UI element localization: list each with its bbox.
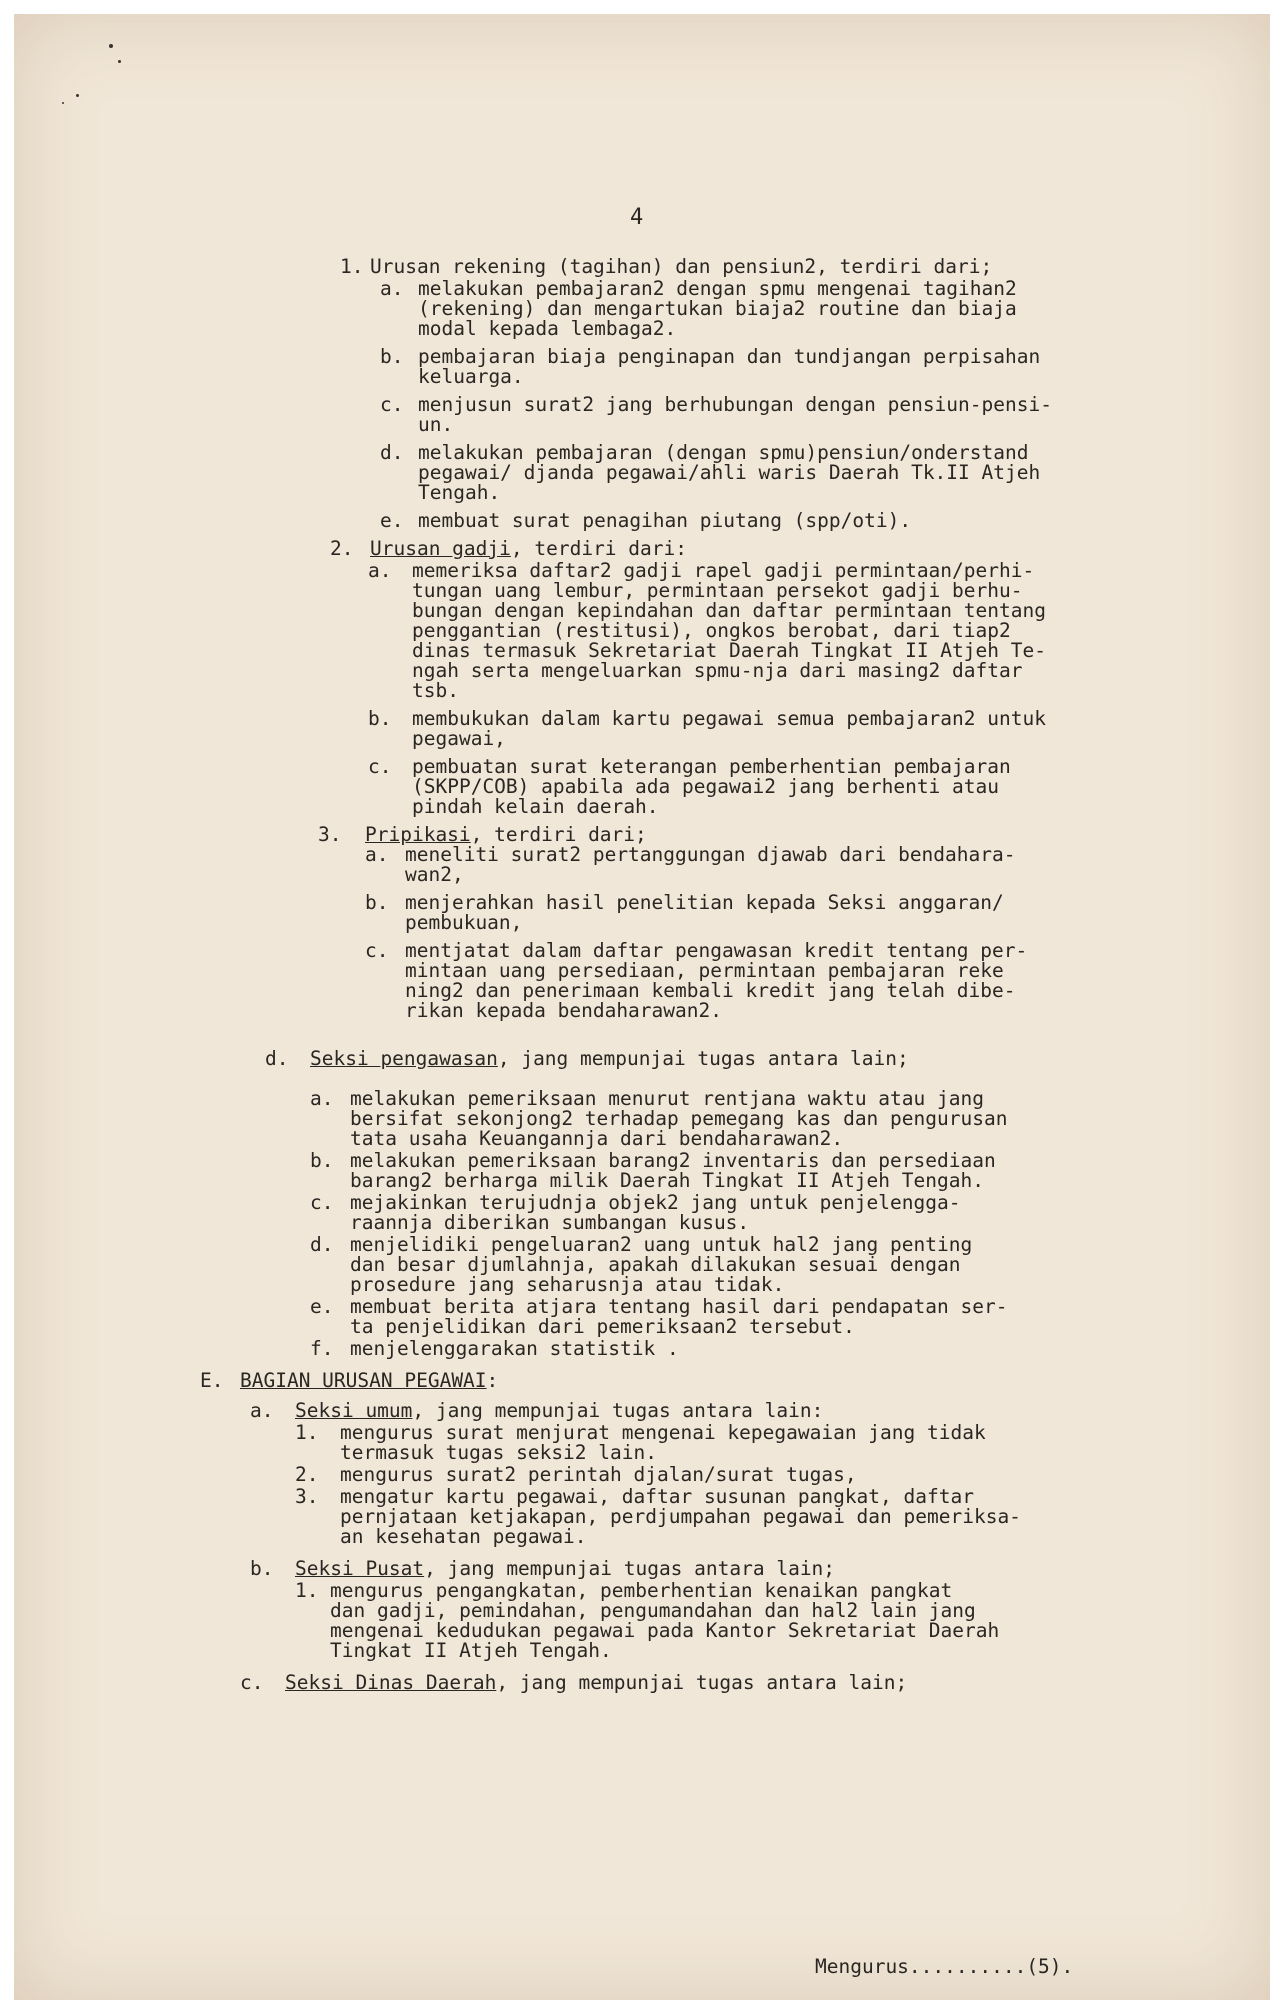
body-line [412,579,1023,602]
line-text: melakukan pembajaran (dengan spmu)pensiun/onderstand [418,441,1029,464]
body-line [350,1149,996,1172]
body-line [350,1337,679,1360]
body-line [412,707,1046,730]
line-text: keluarga. [418,365,524,388]
line-text: membukukan dalam kartu pegawai semua pembajaran2 untuk [412,707,1046,730]
line-text: barang2 berharga milik Daerah Tingkat II Atjeh Tengah. [350,1169,984,1192]
line-text: wan2, [405,863,464,886]
section-heading: Seksi umum [295,1399,413,1422]
ink-speck [109,44,113,48]
ink-speck [62,102,64,104]
body-line [412,755,1011,778]
list-marker: 3. [295,1485,319,1508]
body-line [418,317,677,340]
body-line [418,481,501,504]
body-line [412,795,659,818]
section-heading: BAGIAN URUSAN PEGAWAI [240,1369,487,1392]
body-line [405,843,1016,866]
line-text: menjusun surat2 jang berhubungan dengan pensiun-pensi- [418,393,1052,416]
body-line [350,1127,844,1150]
line-text: ta penjelidikan dari pemeriksaan2 tersebut. [350,1315,855,1338]
body-line [340,1421,986,1444]
list-marker: 1. [295,1421,319,1444]
section-heading: Seksi pengawasan [310,1047,498,1070]
line-text: : [486,1369,499,1392]
list-marker: d. [380,441,404,464]
section-heading-line [295,1557,836,1580]
list-marker: 2. [295,1463,319,1486]
list-marker: f. [310,1337,334,1360]
line-text: modal kepada lembaga2. [418,317,677,340]
body-line [340,1485,974,1508]
list-marker: e. [380,509,404,532]
line-text: tsb. [412,679,459,702]
line-text: rikan kepada bendaharawan2. [405,999,722,1022]
list-marker: E. [200,1369,224,1392]
list-marker: 1. [295,1579,319,1602]
line-text: pegawai/ djanda pegawai/ahli waris Daerah Tk.II Atjeh [418,461,1041,484]
body-line [412,659,1023,682]
body-line [340,1525,587,1548]
line-text: ngah serta mengeluarkan spmu-nja dari masing2 daftar [412,659,1023,682]
line-text: penggantian (restitusi), ongkos berobat, dari tiap2 [412,619,1011,642]
body-line [405,959,1004,982]
body-line [405,891,1004,914]
body-line [340,1505,1021,1528]
line-text: melakukan pemeriksaan menurut rentjana waktu atau jang [350,1087,984,1110]
line-text: melakukan pemeriksaan barang2 inventaris dan persediaan [350,1149,996,1172]
line-text: menjelenggarakan statistik . [350,1337,679,1360]
body-line [412,727,506,750]
line-text: prosedure jang seharusnja atau tidak. [350,1273,785,1296]
list-marker: b. [365,891,389,914]
body-line [418,365,524,388]
body-line [350,1211,750,1234]
list-marker: a. [250,1399,274,1422]
line-text: bungan dengan kepindahan dan daftar permintaan tentang [412,599,1046,622]
body-line [350,1315,855,1338]
line-text: meneliti surat2 pertanggungan djawab dari bendahara- [405,843,1016,866]
body-line [350,1233,973,1256]
list-marker: b. [380,345,404,368]
line-text: pembukuan, [405,911,523,934]
section-heading: Pripikasi [365,823,471,846]
list-marker: e. [310,1295,334,1318]
line-text: (SKPP/COB) apabila ada pegawai2 jang berhenti atau [412,775,999,798]
line-text: mintaan uang persediaan, permintaan pembajaran reke [405,959,1004,982]
line-text: mengurus surat2 perintah djalan/surat tugas, [340,1463,857,1486]
line-text: (rekening) dan mengartukan biaja2 routine dan biaja [418,297,1017,320]
line-text: tungan uang lembur, permintaan persekot gadji berhu- [412,579,1023,602]
body-line [350,1295,1008,1318]
section-heading: Seksi Pusat [295,1557,425,1580]
line-text: memeriksa daftar2 gadji rapel gadji permintaan/perhi- [412,559,1035,582]
list-marker: 3. [318,823,342,846]
ink-speck [118,60,121,63]
body-line [350,1273,785,1296]
line-text: , jang mempunjai tugas antara lain; [424,1557,836,1580]
line-text: ning2 dan penerimaan kembali kredit jang telah dibe- [405,979,1016,1002]
body-line [350,1107,1008,1130]
page-number: 4 [630,205,644,230]
body-line [405,911,523,934]
list-marker: c. [368,755,392,778]
list-marker: b. [310,1149,334,1172]
body-line [412,619,1011,642]
body-line [418,413,454,436]
line-text: membuat berita atjara tentang hasil dari pendapatan ser- [350,1295,1008,1318]
list-marker: 2. [330,537,354,560]
line-text: mentjatat dalam daftar pengawasan kredit tentang per- [405,939,1028,962]
line-text: , jang mempunjai tugas antara lain; [496,1671,908,1694]
list-marker: c. [310,1191,334,1214]
body-line [350,1169,984,1192]
line-text: melakukan pembajaran2 dengan spmu mengenai tagihan2 [418,277,1017,300]
list-marker: a. [365,843,389,866]
body-line [330,1599,976,1622]
list-marker: c. [240,1671,264,1694]
body-line [418,393,1052,416]
line-text: pembuatan surat keterangan pemberhentian pembajaran [412,755,1011,778]
body-line [350,1191,961,1214]
list-marker: c. [380,393,404,416]
body-line [405,979,1016,1002]
line-text: , jang mempunjai tugas antara lain: [412,1399,824,1422]
body-line [405,863,464,886]
body-line [418,441,1029,464]
body-line [418,509,912,532]
line-text: dan gadji, pemindahan, pengumandahan dan hal2 lain jang [330,1599,976,1622]
list-marker: d. [265,1047,289,1070]
list-marker: a. [368,559,392,582]
body-line [330,1619,1000,1642]
section-heading-line [240,1369,499,1392]
body-line [330,1639,612,1662]
body-line [350,1087,984,1110]
line-text: termasuk tugas seksi2 lain. [340,1441,657,1464]
body-line [405,999,722,1022]
section-heading-line [370,537,687,560]
body-line [418,277,1017,300]
list-marker: d. [310,1233,334,1256]
line-text: dinas termasuk Sekretariat Daerah Tingkat II Atjeh Te- [412,639,1046,662]
body-line [412,559,1035,582]
section-heading-line [285,1671,908,1694]
line-text: Urusan rekening (tagihan) dan pensiun2, terdiri dari; [370,255,993,278]
section-heading-line [365,823,647,846]
line-text: mengenai kedudukan pegawai pada Kantor Sekretariat Daerah [330,1619,1000,1642]
line-text: menjerahkan hasil penelitian kepada Seksi anggaran/ [405,891,1004,914]
body-line [340,1463,857,1486]
body-line [405,939,1028,962]
body-line [412,679,459,702]
line-text: menjelidiki pengeluaran2 uang untuk hal2 jang penting [350,1233,973,1256]
body-line [418,461,1041,484]
line-text: , terdiri dari; [470,823,647,846]
list-marker: a. [310,1087,334,1110]
list-marker: b. [250,1557,274,1580]
line-text: membuat surat penagihan piutang (spp/oti). [418,509,912,532]
list-marker: c. [365,939,389,962]
line-text: mejakinkan terujudnja objek2 jang untuk penjelengga- [350,1191,961,1214]
line-text: mengatur kartu pegawai, daftar susunan pangkat, daftar [340,1485,974,1508]
line-text: mengurus pengangkatan, pemberhentian kenaikan pangkat [330,1579,953,1602]
continuation-catchword: Mengurus..........(5). [815,1955,1074,1978]
list-marker: 1. [340,255,364,278]
section-heading-line [295,1399,824,1422]
line-text: pembajaran biaja penginapan dan tundjangan perpisahan [418,345,1041,368]
list-marker: a. [380,277,404,300]
section-heading: Urusan gadji [370,537,511,560]
body-line [340,1441,657,1464]
section-heading: Seksi Dinas Daerah [285,1671,497,1694]
line-text: un. [418,413,454,436]
body-line [418,297,1017,320]
section-heading-line [310,1047,909,1070]
body-line [412,599,1046,622]
line-text: mengurus surat menjurat mengenai kepegawaian jang tidak [340,1421,986,1444]
line-text: pindah kelain daerah. [412,795,659,818]
body-line [412,775,999,798]
line-text: Tengah. [418,481,501,504]
line-text: , terdiri dari: [510,537,687,560]
body-line [412,639,1046,662]
ink-speck [76,94,79,97]
line-text: pernjataan ketjakapan, perdjumpahan pegawai dan pemeriksa- [340,1505,1021,1528]
line-text: dan besar djumlahnja, apakah dilakukan sesuai dengan [350,1253,961,1276]
body-line [330,1579,953,1602]
list-marker: b. [368,707,392,730]
body-line [370,255,993,278]
line-text: tata usaha Keuangannja dari bendaharawan2. [350,1127,844,1150]
line-text: raannja diberikan sumbangan kusus. [350,1211,750,1234]
line-text: , jang mempunjai tugas antara lain; [497,1047,909,1070]
line-text: an kesehatan pegawai. [340,1525,587,1548]
line-text: Tingkat II Atjeh Tengah. [330,1639,612,1662]
line-text: bersifat sekonjong2 terhadap pemegang kas dan pengurusan [350,1107,1008,1130]
body-line [350,1253,961,1276]
body-line [418,345,1041,368]
line-text: pegawai, [412,727,506,750]
